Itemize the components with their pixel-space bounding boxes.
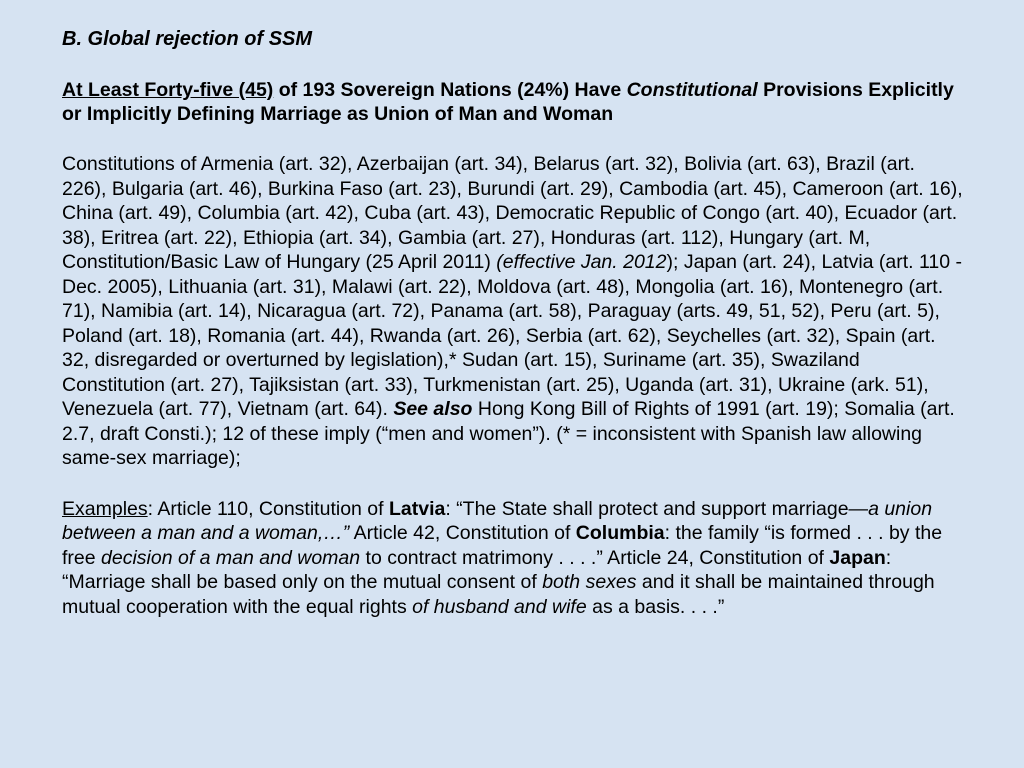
examples-label: Examples <box>62 497 148 520</box>
examples-text-2: : “The State shall protect and support marriage— <box>445 497 869 520</box>
examples-quote-4: of husband and wife <box>412 595 587 618</box>
examples-text-5: to contract matrimony . . . .” Article 24, Constitution of <box>360 546 830 569</box>
constitutions-list <box>62 152 964 471</box>
examples-columbia: Columbia <box>575 522 665 544</box>
constitutions-part2: ); Japan (art. 24), Latvia (art. 110 - Dec. 2005), Lithuania (art. 31), Malawi (art. 22), Moldova (art. 48), Mongolia (art. 16), Montenegro (art. 71), Namibia (art. 14), Nicaragua (art. 72), Panama (art. 58), Paraguay (arts. 49, 51, 52), Peru (art. 5), Poland (art. 18), Romania (art. 44), Rwanda (art. 26), Serbia (art. 62), Seychelles (art. 32), Spain (art. 32, disregarded or overturned by legislation),* Sudan (art. 15), Suriname (art. 35), Swaziland Constitution (art. 27), Tajiksistan (art. 33), Turkmenistan (art. 25), Uganda (art. 31), Ukraine (ark. 51), Venezuela (art. 77), Vietnam (art. 64). <box>62 251 963 420</box>
examples-text-8: as a basis. . . .” <box>586 595 725 618</box>
examples-quote-1: a union between a man and a woman,…” <box>62 497 933 544</box>
examples-quote-3: both sexes <box>542 571 637 593</box>
examples-text-7: and it shall be maintained through mutual cooperation with the equal rights <box>62 571 935 618</box>
constitutions-effective: (effective Jan. 2012 <box>496 251 667 273</box>
examples-text-1: : Article 110, Constitution of <box>147 497 389 520</box>
examples-paragraph <box>62 497 964 620</box>
examples-latvia: Latvia <box>388 497 446 520</box>
section-heading-text: B. Global rejection of SSM <box>62 28 313 50</box>
constitutions-part1: Constitutions of Armenia (art. 32), Azerbaijan (art. 34), Belarus (art. 32), Bolivia (art. 63), Brazil (art. 226), Bulgaria (art. 46), Burkina Faso (art. 23), Burundi (art. 29), Cambodia (art. 45), Cameroon (art. 16), China (art. 49), Columbia (art. 42), Cuba (art. 43), Democratic Republic of Congo (art. 40), Ecuador (art. 38), Eritrea (art. 22), Ethiopia (art. 34), Gambia (art. 27), Honduras (art. 112), Hungary (art. M, Constitution/Basic Law of Hungary (25 April 2011) <box>62 153 963 273</box>
constitutions-see-also: See also <box>393 398 473 420</box>
subtitle <box>62 78 964 126</box>
subtitle-count-phrase: At Least Forty-five (45) <box>62 79 274 101</box>
examples-quote-2: decision of a man and woman <box>101 546 361 569</box>
constitutions-part3: Hong Kong Bill of Rights of 1991 (art. 19); Somalia (art. 2.7, draft Consti.); 12 of these imply (“men and women”). (* = inconsistent with Spanish law allowing same-sex marriage); <box>62 398 955 469</box>
examples-japan: Japan <box>829 546 886 569</box>
subtitle-constitutional: Constitutional <box>626 79 758 101</box>
subtitle-mid-text: of 193 Sovereign Nations (24%) Have <box>273 79 627 101</box>
section-heading <box>62 26 964 52</box>
examples-text-4: : the family “is formed . . . by the free <box>62 522 943 569</box>
subtitle-rest: Provisions Explicitly or Implicitly Defining Marriage as Union of Man and Woman <box>62 79 954 125</box>
examples-text-3: Article 42, Constitution of <box>349 522 576 544</box>
examples-text-6: : “Marriage shall be based only on the mutual consent of <box>62 546 892 593</box>
